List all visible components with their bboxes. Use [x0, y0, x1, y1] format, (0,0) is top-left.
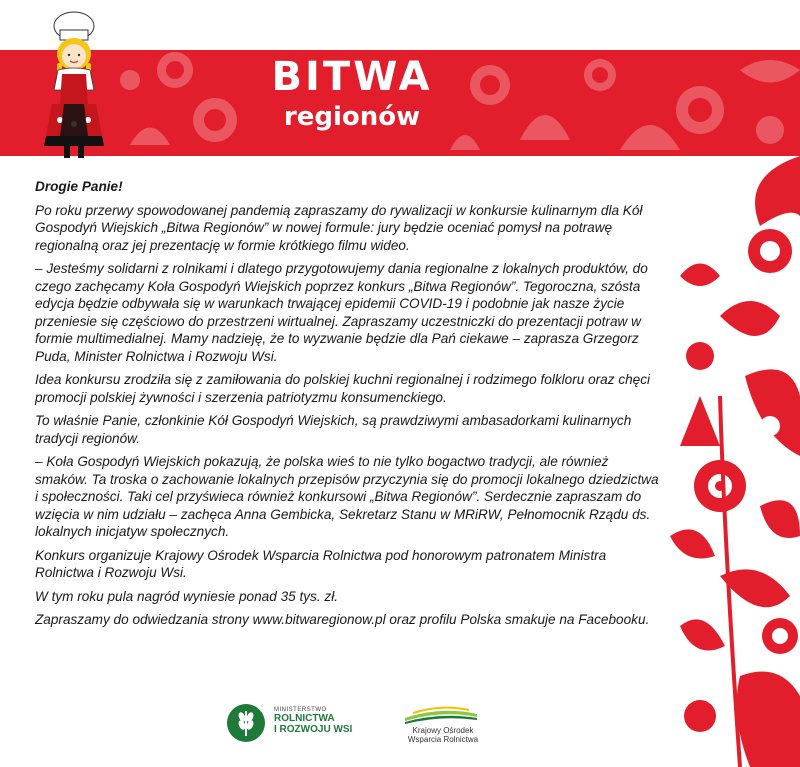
letter-paragraph: – Koła Gospodyń Wiejskich pokazują, że polska wieś to nie tylko bogactwo tradycji, ale również smaków. Ta troska o zachowanie lokalnych przepisów przyczynia się do promocji lokalnego dziedzictwa i społeczności. Taki cel przyświeca również konkursowi „Bitwa Regionów”. Serdecznie zapraszam do wzięcia w nim udziału – zachęca Anna Gembicka, Sekretarz Stanu w MRiRW, Pełnomocnik Rządu ds. lokalnych inicjatyw społecznych. [35, 454, 659, 539]
letter-greeting: Drogie Panie! [35, 179, 123, 194]
kowr-label-line2: Wsparcia Rolnictwa [407, 735, 479, 744]
letter-body [35, 178, 660, 635]
letter-paragraph: W tym roku pula nagród wyniesie ponad 35 tys. zł. [35, 588, 338, 604]
kowr-logo [403, 706, 483, 752]
event-title [262, 56, 442, 132]
folk-girl-mascot [30, 8, 115, 160]
ministry-logo [226, 703, 376, 747]
kowr-logo-text [403, 726, 483, 744]
ministry-label-small: MINISTERSTWO [274, 707, 327, 713]
letter-paragraph: Po roku przerwy spowodowanej pandemią zapraszamy do rywalizacji w konkursie kulinarnym dla Kół Gospodyń Wiejskich „Bitwa Regionów” w nowej formule: jury będzie oceniać pomysł na potrawę regionalną oraz jej prezentację w formie krótkiego filmu wideo. [35, 202, 643, 253]
title-main: BITWA [271, 54, 433, 100]
kowr-label-line1: Krajowy Ośrodek [412, 726, 474, 735]
sponsor-logos [0, 700, 800, 755]
letter-paragraph: Idea konkursu zrodziła się z zamiłowania do polskiej kuchni regionalnej i rodzimego folkloru oraz chęci promocji polskiej żywności i szerzenia patriotyzmu konsumenckiego. [35, 372, 651, 405]
folk-floral-decoration [660, 156, 800, 767]
fields-mark-icon [403, 706, 479, 724]
title-sub: regionów [283, 102, 421, 132]
wheat-emblem-icon [226, 703, 266, 743]
ministry-label-line2: I ROZWOJU WSI [274, 724, 353, 735]
ministry-logo-text [274, 707, 352, 735]
letter-paragraph: Konkurs organizuje Krajowy Ośrodek Wsparcia Rolnictwa pod honorowym patronatem Ministra Rolnictwa i Rozwoju Wsi. [35, 547, 607, 580]
letter-paragraph: Zapraszamy do odwiedzania strony www.bitwaregionow.pl oraz profilu Polska smakuje na Facebooku. [35, 612, 650, 627]
letter-paragraph: – Jesteśmy solidarni z rolnikami i dlatego przygotowujemy dania regionalne z lokalnych produktów, do czego zachęcamy Koła Gospodyń Wiejskich poprzez konkurs „Bitwa Regionów”. Tegoroczna, szósta edycja będzie odbywała się w warunkach trwającej epidemii COVID-19 i podobnie jak nasze życie przeniesie się częściowo do przestrzeni wirtualnej. Zapraszamy uczestniczki do prezentacji potraw w formie multimedialnej. Mamy nadzieję, że to wyzwanie będzie dla Pań ciekawe – zaprasza Grzegorz Puda, Minister Rolnictwa i Rozwoju Wsi. [35, 261, 648, 364]
ministry-label-line1: ROLNICTWA [274, 713, 335, 724]
letter-paragraph: To właśnie Panie, członkinie Kół Gospodyń Wiejskich, są prawdziwymi ambasadorkami kulinarnych tradycji regionów. [35, 413, 632, 446]
